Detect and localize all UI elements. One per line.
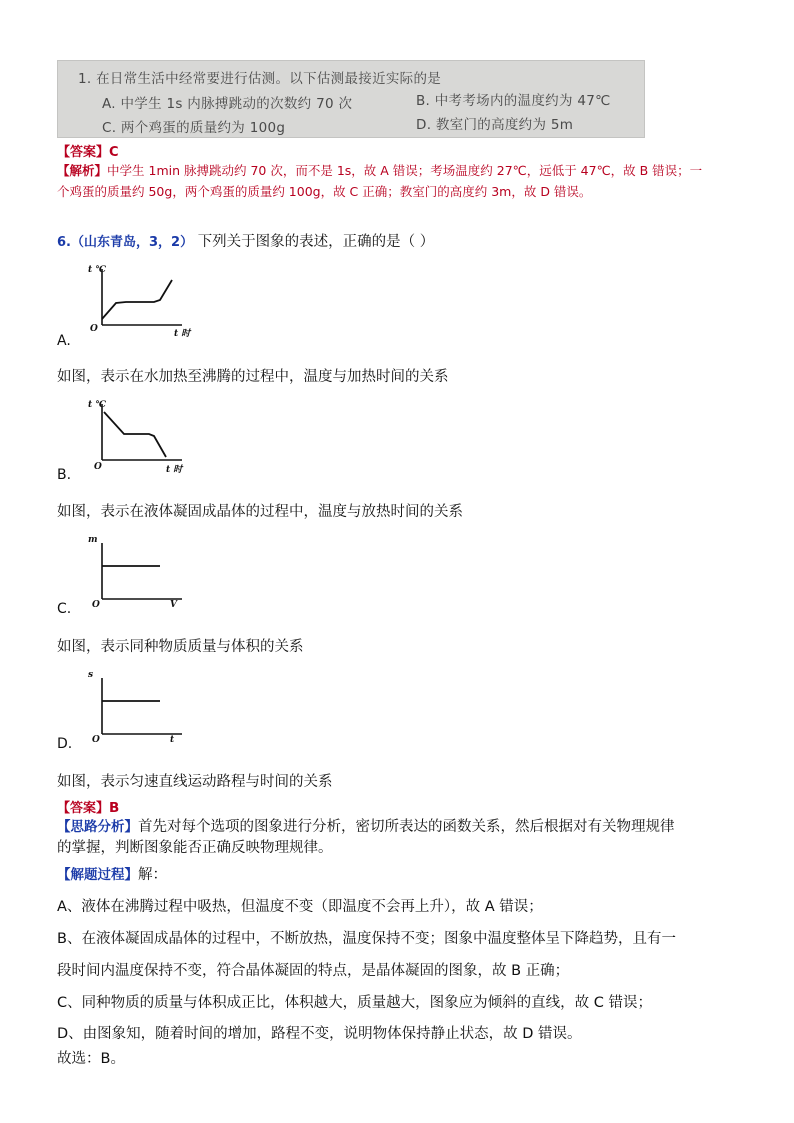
scanned-question-image xyxy=(57,60,645,138)
graph-a-y-label: t ℃ xyxy=(88,265,107,275)
graph-b-x-label: t 时 xyxy=(166,465,183,475)
process-intro: 解： xyxy=(138,867,167,883)
graph-b-origin: O xyxy=(94,462,102,472)
prev-answer-tag: 【答案】 xyxy=(57,145,110,160)
prev-analysis-line1: 中学生 1min 脉搏跳动约 70 次，而不是 1s，故 A 错误；考场温度约 27℃，远低于 47℃，故 B 错误；一 xyxy=(107,163,703,178)
process-tag: 【解题过程】 xyxy=(57,867,138,883)
option-d-description: 如图，表示匀速直线运动路程与时间的关系 xyxy=(57,774,333,790)
analysis-line1: 首先对每个选项的图象进行分析，密切所表达的函数关系，然后根据对有关物理规律 xyxy=(138,819,675,835)
scan-option-d: D. 教室门的高度约为 5m xyxy=(416,117,574,133)
option-d-letter: D. xyxy=(57,736,73,752)
prev-analysis-tag: 【解析】 xyxy=(57,163,108,178)
graph-d xyxy=(84,668,194,748)
analysis-tag: 【思路分析】 xyxy=(57,819,138,835)
graph-d-y-label: s xyxy=(88,670,94,680)
prev-answer-value: C xyxy=(109,145,119,160)
solution-conclusion: 故选：B。 xyxy=(57,1051,125,1067)
graph-a xyxy=(84,263,194,343)
answer-value: B xyxy=(109,800,120,816)
question-heading xyxy=(57,230,434,251)
graph-c-x-label: V xyxy=(170,600,177,610)
prev-analysis xyxy=(57,160,757,202)
solution-line-b1: B、在液体凝固成晶体的过程中，不断放热，温度保持不变；图象中温度整体呈下降趋势，且有一 xyxy=(57,931,676,947)
graph-b xyxy=(84,398,194,478)
question-number: 6.（山东青岛，3，2） xyxy=(57,235,194,250)
analysis-line2: 的掌握，判断图象能否正确反映物理规律。 xyxy=(57,840,333,856)
scan-option-b: B. 中考考场内的温度约为 47℃ xyxy=(416,93,611,109)
graph-c-y-label: m xyxy=(88,535,98,545)
solution-line-a: A、液体在沸腾过程中吸热，但温度不变（即温度不会再上升），故 A 错误； xyxy=(57,899,543,915)
graph-a-x-label: t 时 xyxy=(174,329,191,339)
process-heading xyxy=(57,863,167,884)
graph-d-x-label: t xyxy=(170,735,175,745)
scan-option-a: A. 中学生 1s 内脉搏跳动的次数约 70 次 xyxy=(102,96,353,112)
solution-line-c: C、同种物质的质量与体积成正比，体积越大，质量越大，图象应为倾斜的直线，故 C 错误； xyxy=(57,995,652,1011)
graph-c xyxy=(84,533,194,613)
question-stem: 下列关于图象的表述，正确的是（ ） xyxy=(197,234,435,250)
option-a-description: 如图，表示在水加热至沸腾的过程中，温度与加热时间的关系 xyxy=(57,369,449,385)
graph-c-origin: O xyxy=(92,600,100,610)
option-c-description: 如图，表示同种物质质量与体积的关系 xyxy=(57,639,304,655)
option-a-letter: A. xyxy=(57,333,71,349)
graph-d-origin: O xyxy=(92,735,100,745)
analysis-block xyxy=(57,817,675,859)
graph-a-origin: O xyxy=(90,324,98,334)
graph-b-curve xyxy=(104,412,166,457)
scan-question-stem: 1. 在日常生活中经常要进行估测。以下估测最接近实际的是 xyxy=(78,71,442,87)
option-b-letter: B. xyxy=(57,467,72,483)
prev-analysis-line2: 个鸡蛋的质量约 50g，两个鸡蛋的质量约 100g，故 C 正确；教室门的高度约 3m，故 D 错误。 xyxy=(57,184,592,199)
solution-line-b2: 段时间内温度保持不变，符合晶体凝固的特点，是晶体凝固的图象，故 B 正确； xyxy=(57,963,570,979)
answer-line xyxy=(57,797,119,816)
option-c-letter: C. xyxy=(57,601,72,617)
option-b-description: 如图，表示在液体凝固成晶体的过程中，温度与放热时间的关系 xyxy=(57,504,463,520)
prev-answer-line xyxy=(57,141,119,160)
solution-line-d: D、由图象知，随着时间的增加，路程不变，说明物体保持静止状态，故 D 错误。 xyxy=(57,1026,582,1042)
graph-b-y-label: t ℃ xyxy=(88,400,107,410)
scan-option-c: C. 两个鸡蛋的质量约为 100g xyxy=(102,120,286,136)
graph-a-curve xyxy=(102,280,172,319)
answer-tag: 【答案】 xyxy=(57,801,110,816)
